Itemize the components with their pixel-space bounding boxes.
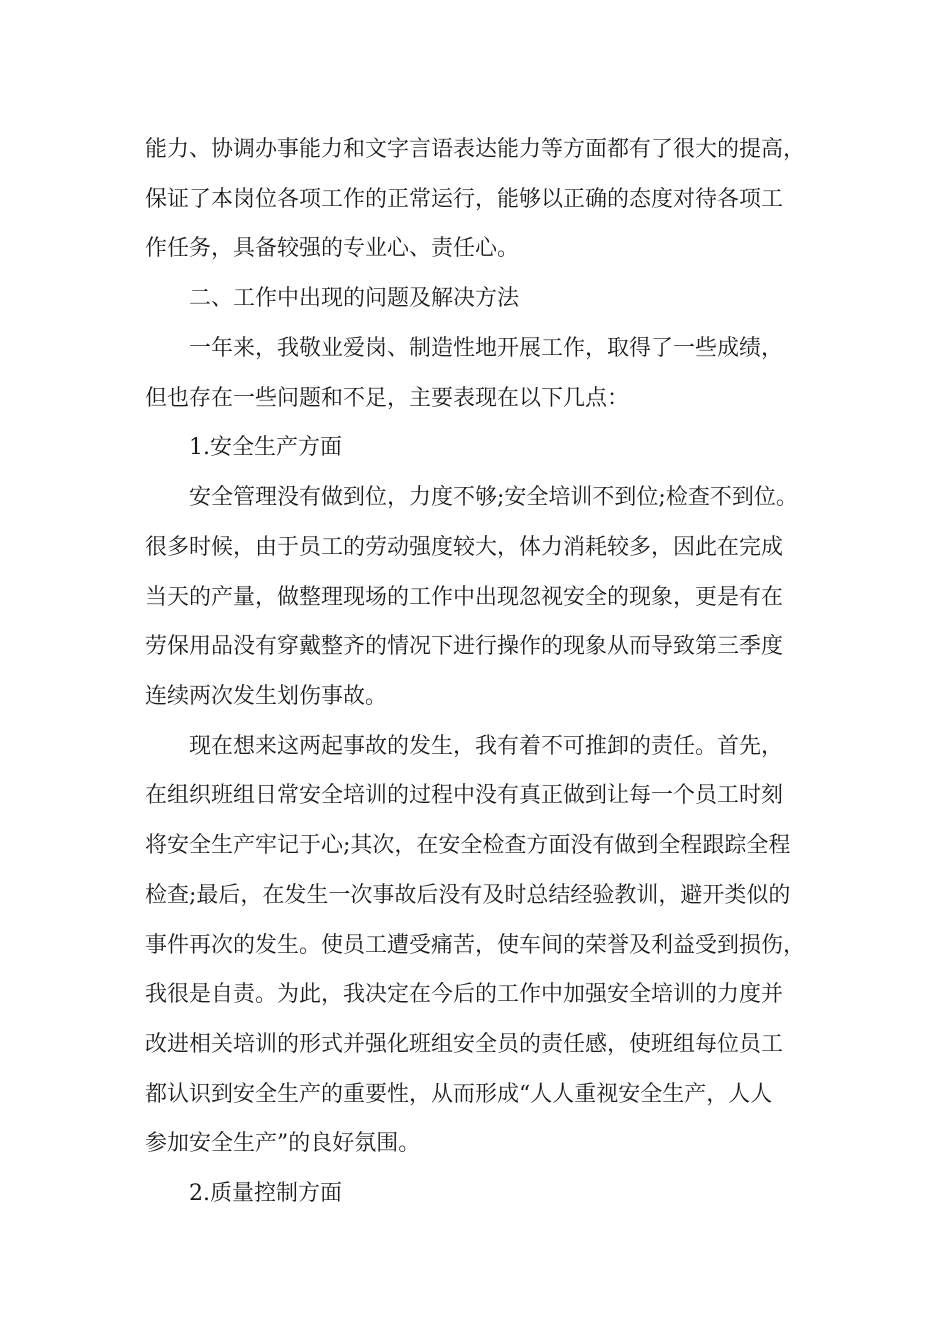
text-line: 能力、协调办事能力和文字言语表达能力等方面都有了很大的提高，: [145, 137, 806, 162]
text-line: 保证了本岗位各项工作的正常运行，能够以正确的态度对待各项工: [145, 187, 784, 212]
text-line: 改进相关培训的形式并强化班组安全员的责任感，使班组每位员工: [145, 1032, 784, 1057]
text-line: 劳保用品没有穿戴整齐的情况下进行操作的现象从而导致第三季度: [145, 634, 784, 659]
text-line: 都认识到安全生产的重要性，从而形成“人人重视安全生产，人人: [145, 1082, 773, 1107]
text-line: 检查;最后，在发生一次事故后没有及时总结经验教训，避开类似的: [145, 883, 791, 908]
text-line: 当天的产量，做整理现场的工作中出现忽视安全的现象，更是有在: [145, 585, 784, 610]
text-line: 事件再次的发生。使员工遭受痛苦，使车间的荣誉及利益受到损伤，: [145, 933, 806, 958]
text-line: 安全管理没有做到位，力度不够;安全培训不到位;检查不到位。: [189, 485, 798, 510]
subsection-heading: 1.安全生产方面: [189, 435, 342, 460]
text-line: 作任务，具备较强的专业心、责任心。: [145, 236, 520, 261]
text-line: 在组织班组日常安全培训的过程中没有真正做到让每一个员工时刻: [145, 783, 784, 808]
text-line: 一年来，我敬业爱岗、制造性地开展工作，取得了一些成绩，: [189, 336, 784, 361]
text-line: 现在想来这两起事故的发生，我有着不可推卸的责任。首先，: [189, 734, 784, 759]
text-line: 将安全生产牢记于心;其次，在安全检查方面没有做到全程跟踪全程: [145, 833, 791, 858]
text-line: 连续两次发生划伤事故。: [145, 684, 388, 709]
text-line: 参加安全生产”的良好氛围。: [145, 1131, 421, 1156]
subsection-heading: 2.质量控制方面: [189, 1181, 342, 1206]
section-heading: 二、工作中出现的问题及解决方法: [189, 286, 520, 311]
text-line: 很多时候，由于员工的劳动强度较大，体力消耗较多，因此在完成: [145, 535, 784, 560]
text-line: 我很是自责。为此，我决定在今后的工作中加强安全培训的力度并: [145, 982, 784, 1007]
text-line: 但也存在一些问题和不足，主要表现在以下几点：: [145, 386, 630, 411]
